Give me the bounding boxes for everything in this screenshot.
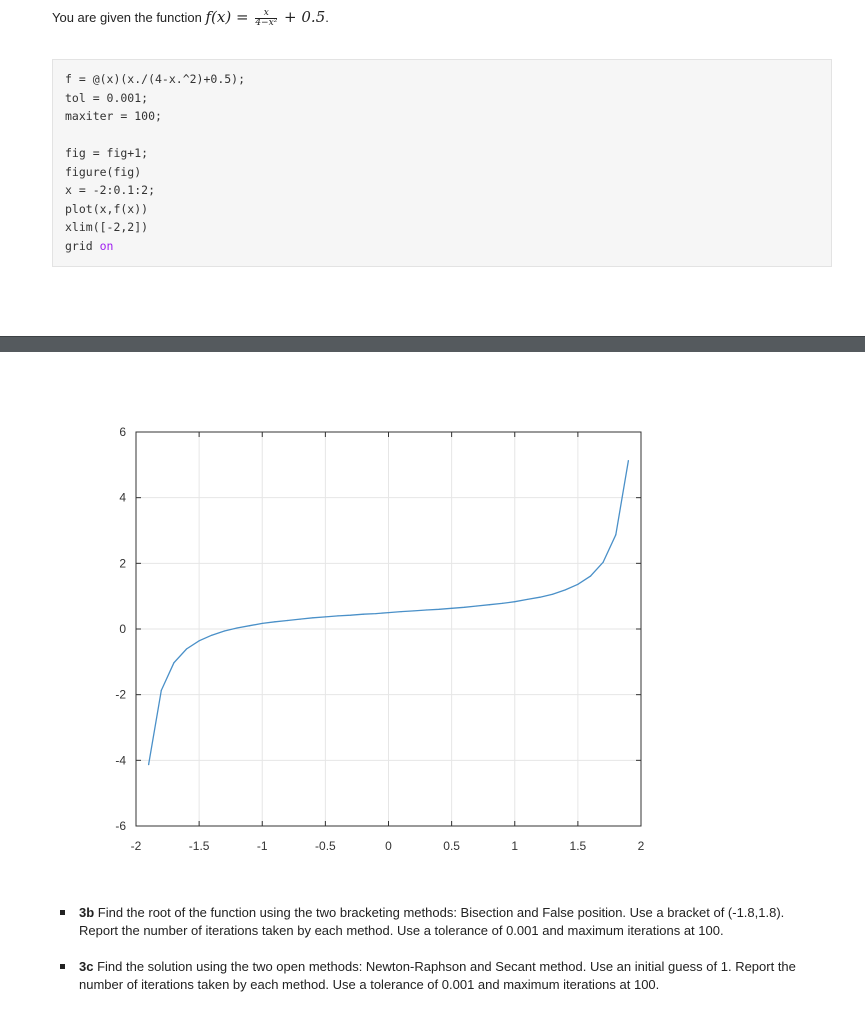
function-plot <box>0 400 865 880</box>
intro-suffix: . <box>325 10 329 25</box>
data-point <box>552 594 553 595</box>
formula-rhs: + 0.5 <box>284 8 326 26</box>
x-tick-label: 1 <box>511 839 519 853</box>
fraction-numerator: x <box>255 9 277 19</box>
x-tick-label: -2 <box>130 839 142 853</box>
x-tick-label: 0 <box>385 839 392 853</box>
data-point <box>438 609 439 610</box>
data-point <box>148 764 149 765</box>
data-point <box>300 619 301 620</box>
data-point <box>628 460 629 461</box>
data-point <box>199 640 200 641</box>
data-point <box>426 609 427 610</box>
code-line: figure(fig) <box>65 164 142 179</box>
data-point <box>603 562 604 563</box>
code-line: tol = 0.001; <box>65 90 149 105</box>
y-tick-label: 0 <box>119 622 126 636</box>
y-tick-label: 6 <box>119 425 126 439</box>
data-point <box>615 534 616 535</box>
code-line: maxiter = 100; <box>65 109 162 123</box>
data-point <box>489 604 490 605</box>
data-point <box>224 630 225 631</box>
x-tick-label: 0.5 <box>443 839 460 853</box>
data-point <box>236 627 237 628</box>
code-keyword: on <box>99 238 114 253</box>
code-line: x = -2:0.1:2; <box>65 183 156 197</box>
data-point <box>173 662 174 663</box>
data-point <box>337 615 338 616</box>
data-point <box>375 613 376 614</box>
task-item-3b <box>60 904 820 940</box>
y-tick-label: 2 <box>119 556 126 571</box>
data-point <box>451 608 452 609</box>
task-id: 3b <box>79 905 95 920</box>
data-point <box>413 610 414 611</box>
data-point <box>590 576 591 577</box>
code-line: xlim([-2,2]) <box>65 220 149 234</box>
data-point <box>274 621 275 622</box>
data-point <box>312 617 313 618</box>
task-id: 3c <box>79 959 94 974</box>
formula-fraction <box>255 9 277 28</box>
data-point <box>211 635 212 636</box>
data-point <box>476 605 477 606</box>
task-text: Find the root of the function using the two bracketing methods: Bisection and False position. Use a bracket of (-1.8,1.8). Report the number of iterations taken by each method. Use a tolerance of 0.001 and maximum iterations at 100. <box>79 905 785 938</box>
bullet-icon <box>60 910 65 915</box>
data-point <box>502 603 503 604</box>
code-grid-command: grid <box>65 238 100 253</box>
y-tick-label: 4 <box>119 490 126 505</box>
data-point <box>350 615 351 616</box>
x-tick-label: 2 <box>637 839 645 853</box>
data-point <box>577 584 578 585</box>
code-line: plot(x,f(x)) <box>65 201 149 216</box>
x-tick-label: 1.5 <box>569 839 587 853</box>
data-point <box>565 589 566 590</box>
code-line-grid <box>65 237 819 256</box>
data-point <box>514 601 515 602</box>
function-formula <box>205 8 325 26</box>
data-point <box>363 614 364 615</box>
intro-prefix: You are given the function <box>52 10 206 25</box>
data-point <box>388 612 389 613</box>
section-divider <box>0 336 865 352</box>
y-tick-label: -4 <box>115 753 126 768</box>
data-point <box>527 599 528 600</box>
formula-lhs: f(x) = <box>205 8 249 26</box>
data-point <box>262 623 263 624</box>
intro-text <box>52 8 329 28</box>
data-point <box>249 625 250 626</box>
x-tick-label: -1.5 <box>188 839 210 853</box>
task-text: Find the solution using the two open methods: Newton-Raphson and Secant method. Use an initial guess of 1. Report the number of iterations taken by each method. Use a tolerance of 0.001 and maximum iterations at 100. <box>79 959 796 992</box>
code-line <box>65 126 819 145</box>
data-point <box>464 607 465 608</box>
data-point <box>287 620 288 621</box>
x-tick-label: -1 <box>256 839 268 853</box>
data-point <box>401 611 402 612</box>
data-point <box>186 648 187 649</box>
y-tick-label: -6 <box>115 819 126 833</box>
code-line: f = @(x)(x./(4-x.^2)+0.5); <box>65 72 246 86</box>
code-block <box>52 59 832 267</box>
task-item-3c <box>60 958 820 994</box>
x-tick-label: -0.5 <box>315 839 336 853</box>
data-point <box>539 597 540 598</box>
fraction-denominator: 4−x² <box>255 17 278 28</box>
task-list <box>60 904 820 1012</box>
data-point <box>161 690 162 691</box>
bullet-icon <box>60 964 65 969</box>
code-line: fig = fig+1; <box>65 146 149 160</box>
data-point <box>325 616 326 617</box>
y-tick-label: -2 <box>115 687 126 702</box>
